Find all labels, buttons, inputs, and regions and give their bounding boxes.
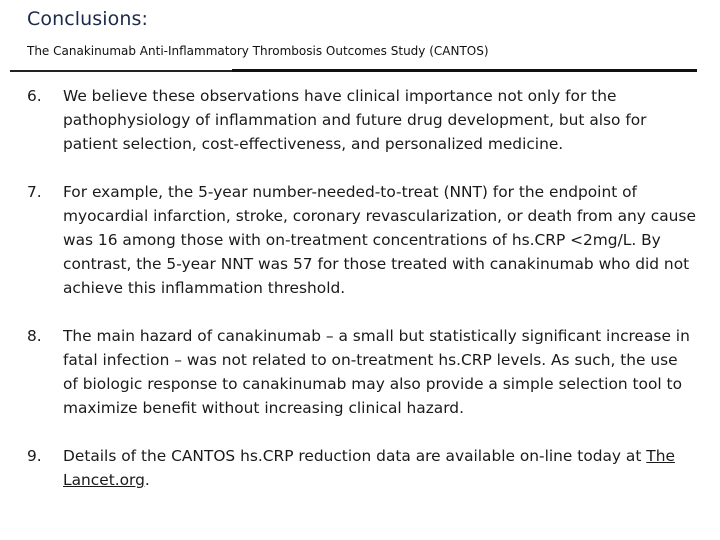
item-number: 8. [27, 327, 42, 345]
item-text-wrapper [63, 444, 697, 492]
title-divider-left [10, 70, 232, 72]
list-item [27, 84, 697, 156]
item-text: Details of the CANTOS hs.CRP reduction data are available on-line today at [63, 447, 647, 465]
item-number: 9. [27, 447, 42, 465]
item-text: For example, the 5-year number-needed-to-treat (NNT) for the endpoint of myocardial infarction, stroke, coronary revascularization, or death from any cause was 16 among those with on-treatment concentrations of hs.CRP <2mg/L. By contrast, the 5-year NNT was 57 for those treated with canakinumab who did not achieve this inflammation threshold. [63, 183, 696, 297]
lancet-link[interactable]: The Lancet.org [63, 447, 675, 489]
item-text: The main hazard of canakinumab – a small but statistically significant increase in fatal infection – was not related to on-treatment hs.CRP levels. As such, the use of biologic response to canakinumab may also provide a simple selection tool to maximize benefit without increasing clinical hazard. [63, 327, 690, 417]
item-number: 7. [27, 183, 42, 201]
slide-title: Conclusions: [27, 8, 149, 30]
item-number: 6. [27, 87, 42, 105]
conclusions-list [27, 84, 697, 492]
title-divider-right [232, 69, 697, 72]
list-item [27, 324, 697, 420]
slide-subtitle: The Canakinumab Anti-Inflammatory Thrombosis Outcomes Study (CANTOS) [27, 44, 489, 58]
item-text: We believe these observations have clinical importance not only for the pathophysiology of inflammation and future drug development, but also for patient selection, cost-effectiveness, and personalized medicine. [63, 87, 647, 153]
list-item [27, 180, 697, 300]
list-item [27, 444, 697, 492]
item-text-trailing: . [144, 471, 150, 489]
